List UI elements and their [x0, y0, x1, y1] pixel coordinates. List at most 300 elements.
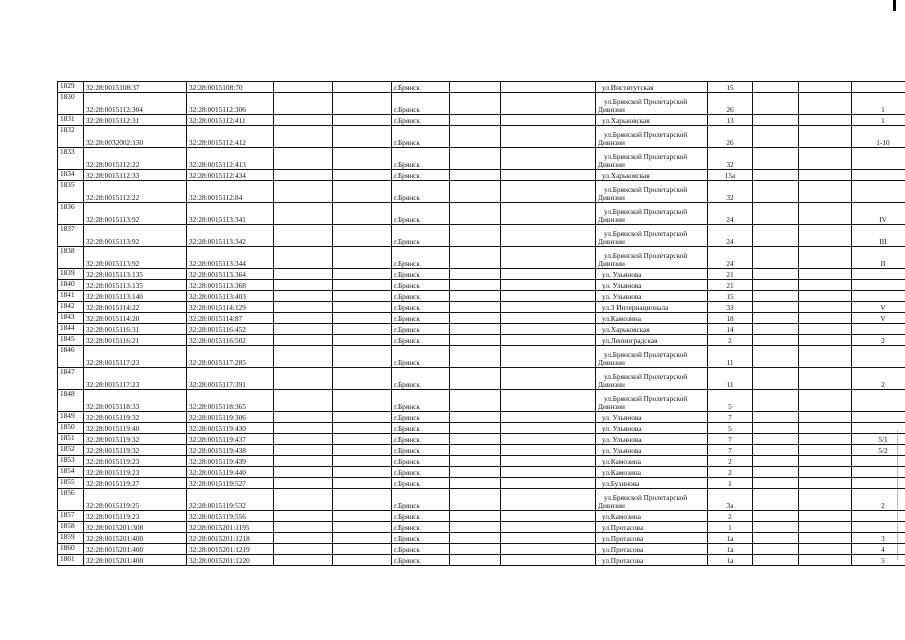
cadastral-object-cell: 32:28:0015119:437: [187, 434, 274, 445]
empty-cell: [753, 390, 799, 412]
city-cell: г.Брянск: [392, 225, 450, 247]
empty-cell: [501, 423, 596, 434]
table-row: [58, 302, 905, 313]
cadastral-parcel-cell: 32:28:0015201:400: [84, 544, 187, 555]
house-number-cell: 1: [708, 478, 753, 489]
empty-cell: [274, 269, 333, 280]
empty-cell: [274, 412, 333, 423]
empty-cell: [450, 225, 501, 247]
cadastral-object-cell: 32:28:0015112:411: [187, 115, 274, 126]
empty-cell: [333, 82, 392, 93]
empty-cell: [333, 445, 392, 456]
empty-cell: [753, 324, 799, 335]
row-number-cell: 1845: [58, 335, 84, 346]
street-address-cell: [596, 126, 708, 148]
cadastral-object-cell: 32:28:0015108:70: [187, 82, 274, 93]
table-row: [58, 247, 905, 269]
street-address-cell: [596, 181, 708, 203]
table-row: [58, 269, 905, 280]
empty-cell: [333, 291, 392, 302]
street-address-cell: ул.Протасова: [596, 555, 708, 566]
table-row: [58, 225, 905, 247]
empty-cell: [274, 467, 333, 478]
city-cell: г.Брянск: [392, 412, 450, 423]
empty-cell: [450, 181, 501, 203]
empty-cell: [799, 291, 852, 302]
empty-cell: [753, 269, 799, 280]
street-address-cell: [596, 346, 708, 368]
empty-cell: [501, 368, 596, 390]
house-number-cell: 2: [708, 456, 753, 467]
cadastral-parcel-cell: 32:28:0015119:23: [84, 467, 187, 478]
table-row: [58, 544, 905, 555]
table-row: [58, 445, 905, 456]
empty-cell: [799, 247, 852, 269]
table-row: [58, 533, 905, 544]
street-address-cell: [596, 247, 708, 269]
table-row: [58, 368, 905, 390]
empty-cell: [450, 203, 501, 225]
empty-cell: [799, 511, 852, 522]
street-address-cell: ул.Протасова: [596, 522, 708, 533]
street-address-cell: [596, 203, 708, 225]
apartment-number-cell: [852, 170, 905, 181]
cadastral-parcel-cell: 32:28:0015112:33: [84, 170, 187, 181]
row-number-cell: 1855: [58, 478, 84, 489]
empty-cell: [799, 93, 852, 115]
empty-cell: [274, 445, 333, 456]
apartment-number-cell: [852, 280, 905, 291]
cadastral-parcel-cell: 32:28:0015119:27: [84, 478, 187, 489]
cadastral-parcel-cell: 32:28:0015112:22: [84, 148, 187, 170]
empty-cell: [799, 269, 852, 280]
row-number-cell: 1841: [58, 291, 84, 302]
cadastral-parcel-cell: 32:28:0015113:135: [84, 280, 187, 291]
city-cell: г.Брянск: [392, 93, 450, 115]
street-address-line-2: Дивизии: [598, 215, 625, 224]
street-address-line-1: ул.Брянской Пролетарской: [604, 130, 688, 139]
house-number-cell: 1а: [708, 544, 753, 555]
city-cell: г.Брянск: [392, 368, 450, 390]
empty-cell: [501, 82, 596, 93]
cadastral-object-cell: 32:28:0015201:1218: [187, 533, 274, 544]
city-cell: г.Брянск: [392, 170, 450, 181]
cadastral-object-cell: 32:28:0015201:1195: [187, 522, 274, 533]
empty-cell: [753, 544, 799, 555]
row-number-cell: 1849: [58, 412, 84, 423]
empty-cell: [501, 126, 596, 148]
house-number-cell: 18: [708, 313, 753, 324]
street-address-line-2: Дивизии: [598, 402, 625, 411]
city-cell: г.Брянск: [392, 467, 450, 478]
street-address-cell: ул. Ульянова: [596, 445, 708, 456]
empty-cell: [450, 170, 501, 181]
cadastral-parcel-cell: 32:28:0015116:31: [84, 324, 187, 335]
empty-cell: [450, 247, 501, 269]
empty-cell: [333, 423, 392, 434]
cadastral-parcel-cell: 32:28:0015116:21: [84, 335, 187, 346]
empty-cell: [753, 126, 799, 148]
table-row: [58, 412, 905, 423]
empty-cell: [799, 82, 852, 93]
empty-cell: [450, 390, 501, 412]
table-row: [58, 346, 905, 368]
empty-cell: [274, 533, 333, 544]
empty-cell: [450, 126, 501, 148]
empty-cell: [333, 225, 392, 247]
city-cell: г.Брянск: [392, 115, 450, 126]
empty-cell: [450, 522, 501, 533]
apartment-number-cell: [852, 82, 905, 93]
empty-cell: [450, 302, 501, 313]
cadastral-parcel-cell: 32:28:0015119:23: [84, 511, 187, 522]
house-number-cell: 2: [708, 467, 753, 478]
row-number-cell: 1859: [58, 533, 84, 544]
empty-cell: [274, 93, 333, 115]
empty-cell: [450, 489, 501, 511]
house-number-cell: 3а: [708, 489, 753, 511]
cadastral-parcel-cell: 32:28:0015201:400: [84, 533, 187, 544]
cadastral-object-cell: 32:28:0015112:84: [187, 181, 274, 203]
row-number-cell: 1853: [58, 456, 84, 467]
empty-cell: [274, 511, 333, 522]
cadastral-object-cell: 32:28:0015119:430: [187, 423, 274, 434]
empty-cell: [450, 93, 501, 115]
house-number-cell: 15: [708, 291, 753, 302]
cadastral-object-cell: 32:28:0015112:412: [187, 126, 274, 148]
empty-cell: [501, 346, 596, 368]
empty-cell: [333, 390, 392, 412]
empty-cell: [501, 181, 596, 203]
apartment-number-cell: [852, 181, 905, 203]
empty-cell: [501, 269, 596, 280]
street-address-cell: [596, 148, 708, 170]
cadastral-parcel-cell: 32:28:0015201:308: [84, 522, 187, 533]
empty-cell: [274, 313, 333, 324]
empty-cell: [450, 346, 501, 368]
table-row: [58, 170, 905, 181]
empty-cell: [450, 324, 501, 335]
empty-cell: [333, 368, 392, 390]
street-address-cell: [596, 93, 708, 115]
empty-cell: [333, 478, 392, 489]
empty-cell: [333, 324, 392, 335]
empty-cell: [799, 302, 852, 313]
empty-cell: [799, 522, 852, 533]
empty-cell: [450, 280, 501, 291]
empty-cell: [501, 412, 596, 423]
cadastral-object-cell: 32:28:0015113:403: [187, 291, 274, 302]
empty-cell: [333, 555, 392, 566]
empty-cell: [799, 203, 852, 225]
empty-cell: [753, 148, 799, 170]
empty-cell: [799, 467, 852, 478]
cadastral-object-cell: 32:28:0015119:438: [187, 445, 274, 456]
apartment-number-cell: II: [852, 247, 905, 269]
cadastral-object-cell: 32:28:0015113:368: [187, 280, 274, 291]
empty-cell: [799, 423, 852, 434]
street-address-line-1: ул.Брянской Пролетарской: [604, 229, 688, 238]
empty-cell: [753, 478, 799, 489]
table-row: [58, 390, 905, 412]
street-address-line-2: Дивизии: [598, 380, 625, 389]
city-cell: г.Брянск: [392, 126, 450, 148]
house-number-cell: 11: [708, 368, 753, 390]
empty-cell: [501, 302, 596, 313]
cadastral-parcel-cell: 32:28:0015117:23: [84, 368, 187, 390]
cadastral-object-cell: 32:28:0015113:342: [187, 225, 274, 247]
city-cell: г.Брянск: [392, 313, 450, 324]
street-address-cell: ул.Институтская: [596, 82, 708, 93]
empty-cell: [501, 291, 596, 302]
empty-cell: [753, 313, 799, 324]
street-address-line-1: ул.Брянской Пролетарской: [604, 97, 688, 106]
scan-edge-mark: [893, 0, 896, 11]
empty-cell: [274, 478, 333, 489]
house-number-cell: 7: [708, 412, 753, 423]
street-address-cell: ул.Харьковская: [596, 324, 708, 335]
empty-cell: [501, 533, 596, 544]
empty-cell: [333, 456, 392, 467]
street-address-line-1: ул.Брянской Пролетарской: [604, 493, 688, 502]
cadastral-object-cell: 32:28:0015116:502: [187, 335, 274, 346]
empty-cell: [450, 412, 501, 423]
house-number-cell: 5: [708, 390, 753, 412]
table-row: [58, 456, 905, 467]
street-address-cell: ул. Ульянова: [596, 280, 708, 291]
cadastral-parcel-cell: 32:28:0015113:92: [84, 247, 187, 269]
table-row: [58, 313, 905, 324]
empty-cell: [753, 280, 799, 291]
street-address-cell: ул.Камозина: [596, 511, 708, 522]
cadastral-object-cell: 32:28:0015113:344: [187, 247, 274, 269]
city-cell: г.Брянск: [392, 181, 450, 203]
street-address-cell: ул.Протасова: [596, 533, 708, 544]
empty-cell: [274, 225, 333, 247]
house-number-cell: 1а: [708, 555, 753, 566]
empty-cell: [799, 544, 852, 555]
cadastral-object-cell: 32:28:0015117:285: [187, 346, 274, 368]
cadastral-object-cell: 32:28:0015113:364: [187, 269, 274, 280]
street-address-cell: ул. Ульянова: [596, 434, 708, 445]
empty-cell: [753, 511, 799, 522]
empty-cell: [333, 335, 392, 346]
empty-cell: [753, 93, 799, 115]
row-number-cell: 1836: [58, 203, 84, 225]
house-number-cell: 26: [708, 93, 753, 115]
house-number-cell: 32: [708, 181, 753, 203]
house-number-cell: 7: [708, 434, 753, 445]
row-number-cell: 1850: [58, 423, 84, 434]
empty-cell: [274, 335, 333, 346]
empty-cell: [501, 544, 596, 555]
empty-cell: [274, 115, 333, 126]
empty-cell: [753, 82, 799, 93]
empty-cell: [799, 225, 852, 247]
empty-cell: [333, 280, 392, 291]
row-number-cell: 1839: [58, 269, 84, 280]
empty-cell: [501, 247, 596, 269]
row-number-cell: 1835: [58, 181, 84, 203]
empty-cell: [333, 115, 392, 126]
cadastral-object-cell: 32:28:0015112:413: [187, 148, 274, 170]
empty-cell: [450, 115, 501, 126]
house-number-cell: 26: [708, 126, 753, 148]
empty-cell: [753, 456, 799, 467]
empty-cell: [450, 423, 501, 434]
cadastral-parcel-cell: 32:28:0015201:400: [84, 555, 187, 566]
street-address-line-2: Дивизии: [598, 105, 625, 114]
table-row: [58, 148, 905, 170]
apartment-number-cell: 1: [852, 93, 905, 115]
apartment-number-cell: V: [852, 313, 905, 324]
table-row: [58, 434, 905, 445]
house-number-cell: 24: [708, 203, 753, 225]
empty-cell: [501, 93, 596, 115]
apartment-number-cell: 1-10: [852, 126, 905, 148]
empty-cell: [274, 280, 333, 291]
empty-cell: [501, 324, 596, 335]
street-address-line-2: Дивизии: [598, 193, 625, 202]
empty-cell: [799, 456, 852, 467]
house-number-cell: 15а: [708, 170, 753, 181]
empty-cell: [450, 544, 501, 555]
row-number-cell: 1831: [58, 115, 84, 126]
street-address-line-1: ул.Брянской Пролетарской: [604, 251, 688, 260]
table-row: [58, 467, 905, 478]
empty-cell: [501, 434, 596, 445]
row-number-cell: 1854: [58, 467, 84, 478]
apartment-number-cell: [852, 456, 905, 467]
house-number-cell: 14: [708, 324, 753, 335]
cadastral-object-cell: 32:28:0015119:440: [187, 467, 274, 478]
house-number-cell: 7: [708, 445, 753, 456]
empty-cell: [501, 170, 596, 181]
cadastral-object-cell: 32:28:0015112:306: [187, 93, 274, 115]
empty-cell: [501, 280, 596, 291]
street-address-cell: ул.Камозина: [596, 456, 708, 467]
empty-cell: [799, 390, 852, 412]
table-row: [58, 181, 905, 203]
row-number-cell: 1851: [58, 434, 84, 445]
city-cell: г.Брянск: [392, 148, 450, 170]
empty-cell: [501, 148, 596, 170]
row-number-cell: 1858: [58, 522, 84, 533]
row-number-cell: 1848: [58, 390, 84, 412]
row-number-cell: 1846: [58, 346, 84, 368]
cadastral-object-cell: 32:28:0015118:365: [187, 390, 274, 412]
apartment-number-cell: 2: [852, 335, 905, 346]
empty-cell: [274, 489, 333, 511]
house-number-cell: 21: [708, 269, 753, 280]
city-cell: г.Брянск: [392, 533, 450, 544]
row-number-cell: 1838: [58, 247, 84, 269]
empty-cell: [333, 181, 392, 203]
empty-cell: [450, 555, 501, 566]
empty-cell: [753, 291, 799, 302]
empty-cell: [501, 445, 596, 456]
empty-cell: [753, 412, 799, 423]
apartment-number-cell: [852, 291, 905, 302]
street-address-line-1: ул.Брянской Пролетарской: [604, 207, 688, 216]
street-address-line-2: Дивизии: [598, 358, 625, 367]
empty-cell: [799, 170, 852, 181]
cadastral-object-cell: 32:28:0015201:1220: [187, 555, 274, 566]
cadastral-parcel-cell: 32:28:0015112:22: [84, 181, 187, 203]
empty-cell: [333, 489, 392, 511]
street-address-line-2: Дивизии: [598, 138, 625, 147]
cadastral-object-cell: 32:28:0015119:556: [187, 511, 274, 522]
empty-cell: [501, 313, 596, 324]
empty-cell: [333, 544, 392, 555]
empty-cell: [274, 148, 333, 170]
street-address-line-2: Дивизии: [598, 259, 625, 268]
city-cell: г.Брянск: [392, 302, 450, 313]
empty-cell: [753, 423, 799, 434]
row-number-cell: 1840: [58, 280, 84, 291]
empty-cell: [450, 335, 501, 346]
empty-cell: [799, 148, 852, 170]
property-register-table: [57, 81, 905, 566]
cadastral-object-cell: 32:28:0015119:527: [187, 478, 274, 489]
city-cell: г.Брянск: [392, 434, 450, 445]
house-number-cell: 21: [708, 280, 753, 291]
empty-cell: [333, 203, 392, 225]
street-address-line-2: Дивизии: [598, 160, 625, 169]
empty-cell: [333, 522, 392, 533]
empty-cell: [799, 335, 852, 346]
cadastral-object-cell: 32:28:0015112:434: [187, 170, 274, 181]
table-row: [58, 511, 905, 522]
street-address-cell: ул. Ульянова: [596, 423, 708, 434]
apartment-number-cell: [852, 390, 905, 412]
house-number-cell: 1: [708, 522, 753, 533]
empty-cell: [501, 115, 596, 126]
table-row: [58, 280, 905, 291]
cadastral-object-cell: 32:28:0015117:391: [187, 368, 274, 390]
apartment-number-cell: [852, 423, 905, 434]
empty-cell: [501, 467, 596, 478]
street-address-cell: ул.Камозина: [596, 313, 708, 324]
street-address-line-2: Дивизии: [598, 501, 625, 510]
city-cell: г.Брянск: [392, 335, 450, 346]
empty-cell: [753, 203, 799, 225]
empty-cell: [450, 511, 501, 522]
city-cell: г.Брянск: [392, 203, 450, 225]
row-number-cell: 1837: [58, 225, 84, 247]
empty-cell: [753, 445, 799, 456]
street-address-cell: [596, 225, 708, 247]
empty-cell: [333, 533, 392, 544]
empty-cell: [450, 445, 501, 456]
row-number-cell: 1843: [58, 313, 84, 324]
cadastral-parcel-cell: 32:28:0015118:33: [84, 390, 187, 412]
table-row: [58, 82, 905, 93]
street-address-cell: [596, 390, 708, 412]
empty-cell: [501, 555, 596, 566]
empty-cell: [333, 126, 392, 148]
empty-cell: [799, 412, 852, 423]
cadastral-parcel-cell: 32:28:0015113:140: [84, 291, 187, 302]
empty-cell: [274, 522, 333, 533]
house-number-cell: 1а: [708, 533, 753, 544]
empty-cell: [753, 302, 799, 313]
city-cell: г.Брянск: [392, 390, 450, 412]
empty-cell: [450, 434, 501, 445]
row-number-cell: 1844: [58, 324, 84, 335]
table-row: [58, 335, 905, 346]
cadastral-parcel-cell: 32:28:0015108:37: [84, 82, 187, 93]
